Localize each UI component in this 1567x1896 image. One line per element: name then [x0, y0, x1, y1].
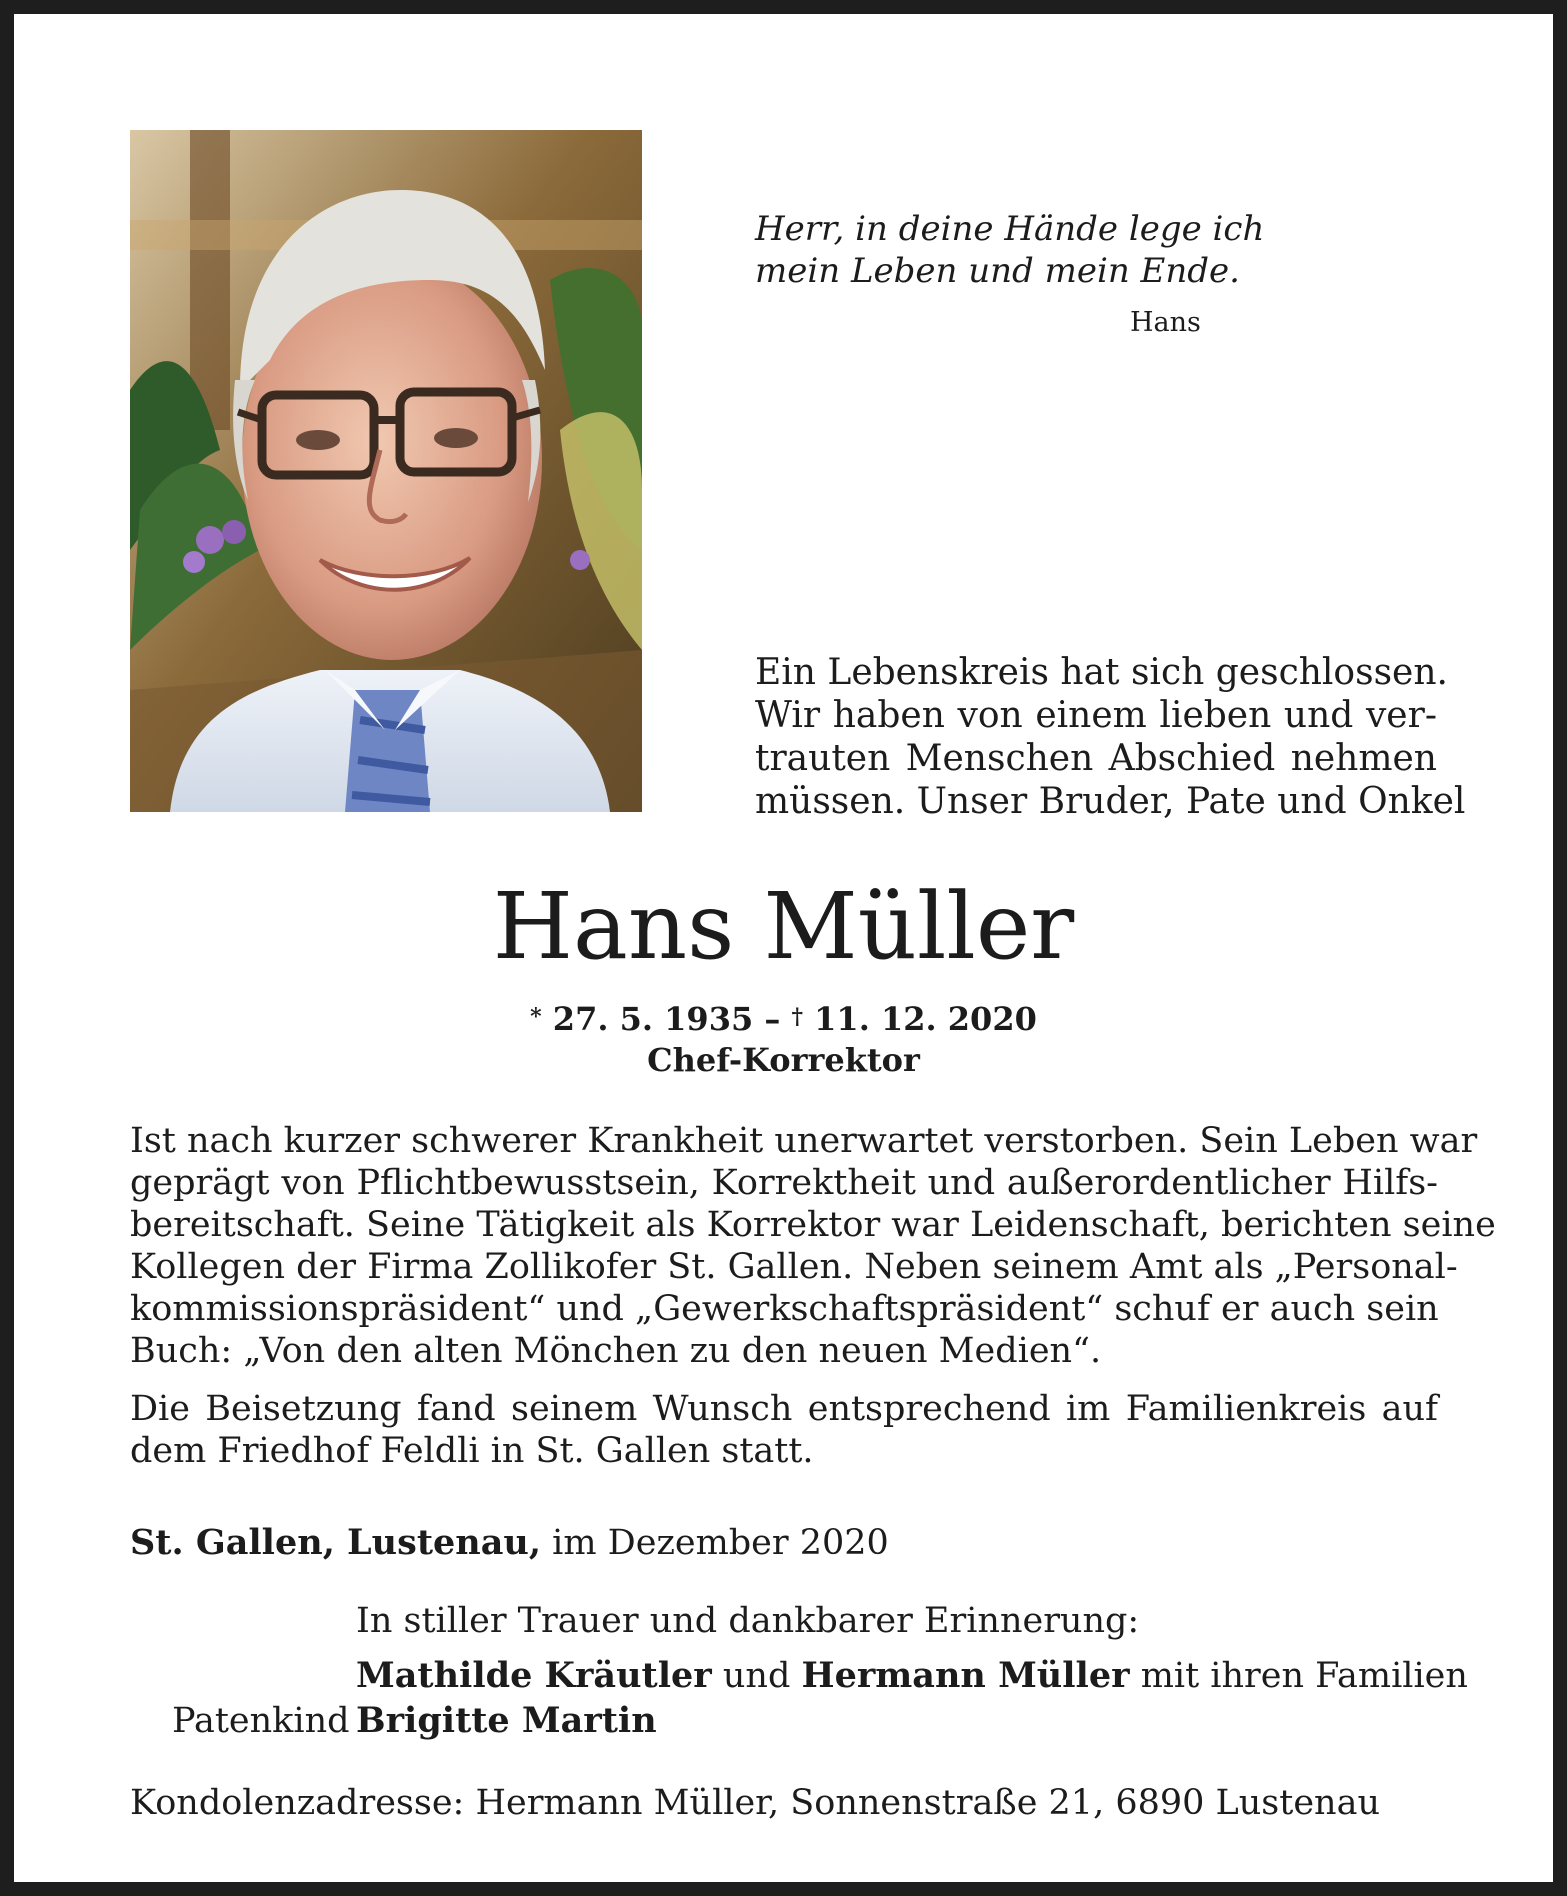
places: St. Gallen, Lustenau,: [130, 1522, 542, 1563]
mourner-1: Mathilde Kräutler: [356, 1655, 712, 1696]
portrait-photo: [130, 130, 642, 812]
body-line: kommissionspräsident“ und „Gewerkschaftspräsident“ schuf er auch sein: [130, 1289, 1439, 1329]
body-line: Ist nach kurzer schwerer Krankheit unerwartet verstorben. Sein Leben war: [130, 1121, 1478, 1161]
quote-author: Hans: [1130, 307, 1201, 338]
mourners-line: [356, 1655, 1468, 1697]
death-symbol: †: [791, 1004, 804, 1030]
mourner-suffix: mit ihren Familien: [1140, 1656, 1468, 1696]
date: im Dezember 2020: [552, 1523, 889, 1563]
intro-text: [755, 651, 1466, 823]
godchild-label: Patenkind: [172, 1701, 350, 1741]
date-dash: –: [764, 1000, 781, 1038]
body-line: Buch: „Von den alten Mönchen zu den neuen Medien“.: [130, 1331, 1102, 1371]
mourner-2: Hermann Müller: [801, 1655, 1130, 1696]
body-line: Kollegen der Firma Zollikofer St. Gallen. Neben seinem Amt als „Personal-: [130, 1247, 1458, 1287]
intro-line: müssen. Unser Bruder, Pate und Onkel: [755, 781, 1466, 822]
obituary-body: [130, 1120, 1496, 1472]
godchild-name: Brigitte Martin: [356, 1700, 657, 1741]
mourning-intro: In stiller Trauer und dankbarer Erinnerung:: [356, 1601, 1140, 1641]
paragraph-2: [130, 1388, 1438, 1472]
birth-symbol: *: [530, 1004, 542, 1030]
body-line: bereitschaft. Seine Tätigkeit als Korrektor war Leidenschaft, berichten seine: [130, 1205, 1496, 1245]
body-line: geprägt von Pflichtbewusstsein, Korrektheit und außerordentlicher Hilfs-: [130, 1163, 1438, 1203]
quote-line-2: mein Leben und mein Ende.: [755, 251, 1240, 291]
deceased-name: Hans Müller: [492, 873, 1075, 980]
life-dates: [0, 1000, 1567, 1038]
epigraph-quote: [755, 208, 1275, 292]
condolence-address: Kondolenzadresse: Hermann Müller, Sonnenstraße 21, 6890 Lustenau: [130, 1783, 1380, 1823]
quote-line-1: Herr, in deine Hände lege ich: [755, 209, 1265, 249]
intro-line: Wir haben von einem lieben und ver-: [755, 695, 1437, 736]
mourner-connector: und: [722, 1656, 791, 1696]
body-line: Die Beisetzung fand seinem Wunsch entsprechend im Familienkreis auf: [130, 1389, 1438, 1429]
intro-line: trauten Menschen Abschied nehmen: [755, 738, 1437, 779]
place-and-date: [130, 1522, 889, 1564]
intro-line: Ein Lebenskreis hat sich geschlossen.: [755, 652, 1448, 693]
body-line: dem Friedhof Feldli in St. Gallen statt.: [130, 1431, 814, 1471]
birth-date: 27. 5. 1935: [552, 1000, 754, 1038]
death-date: 11. 12. 2020: [814, 1000, 1037, 1038]
paragraph-1: [130, 1120, 1496, 1372]
profession: Chef-Korrektor: [647, 1041, 920, 1079]
